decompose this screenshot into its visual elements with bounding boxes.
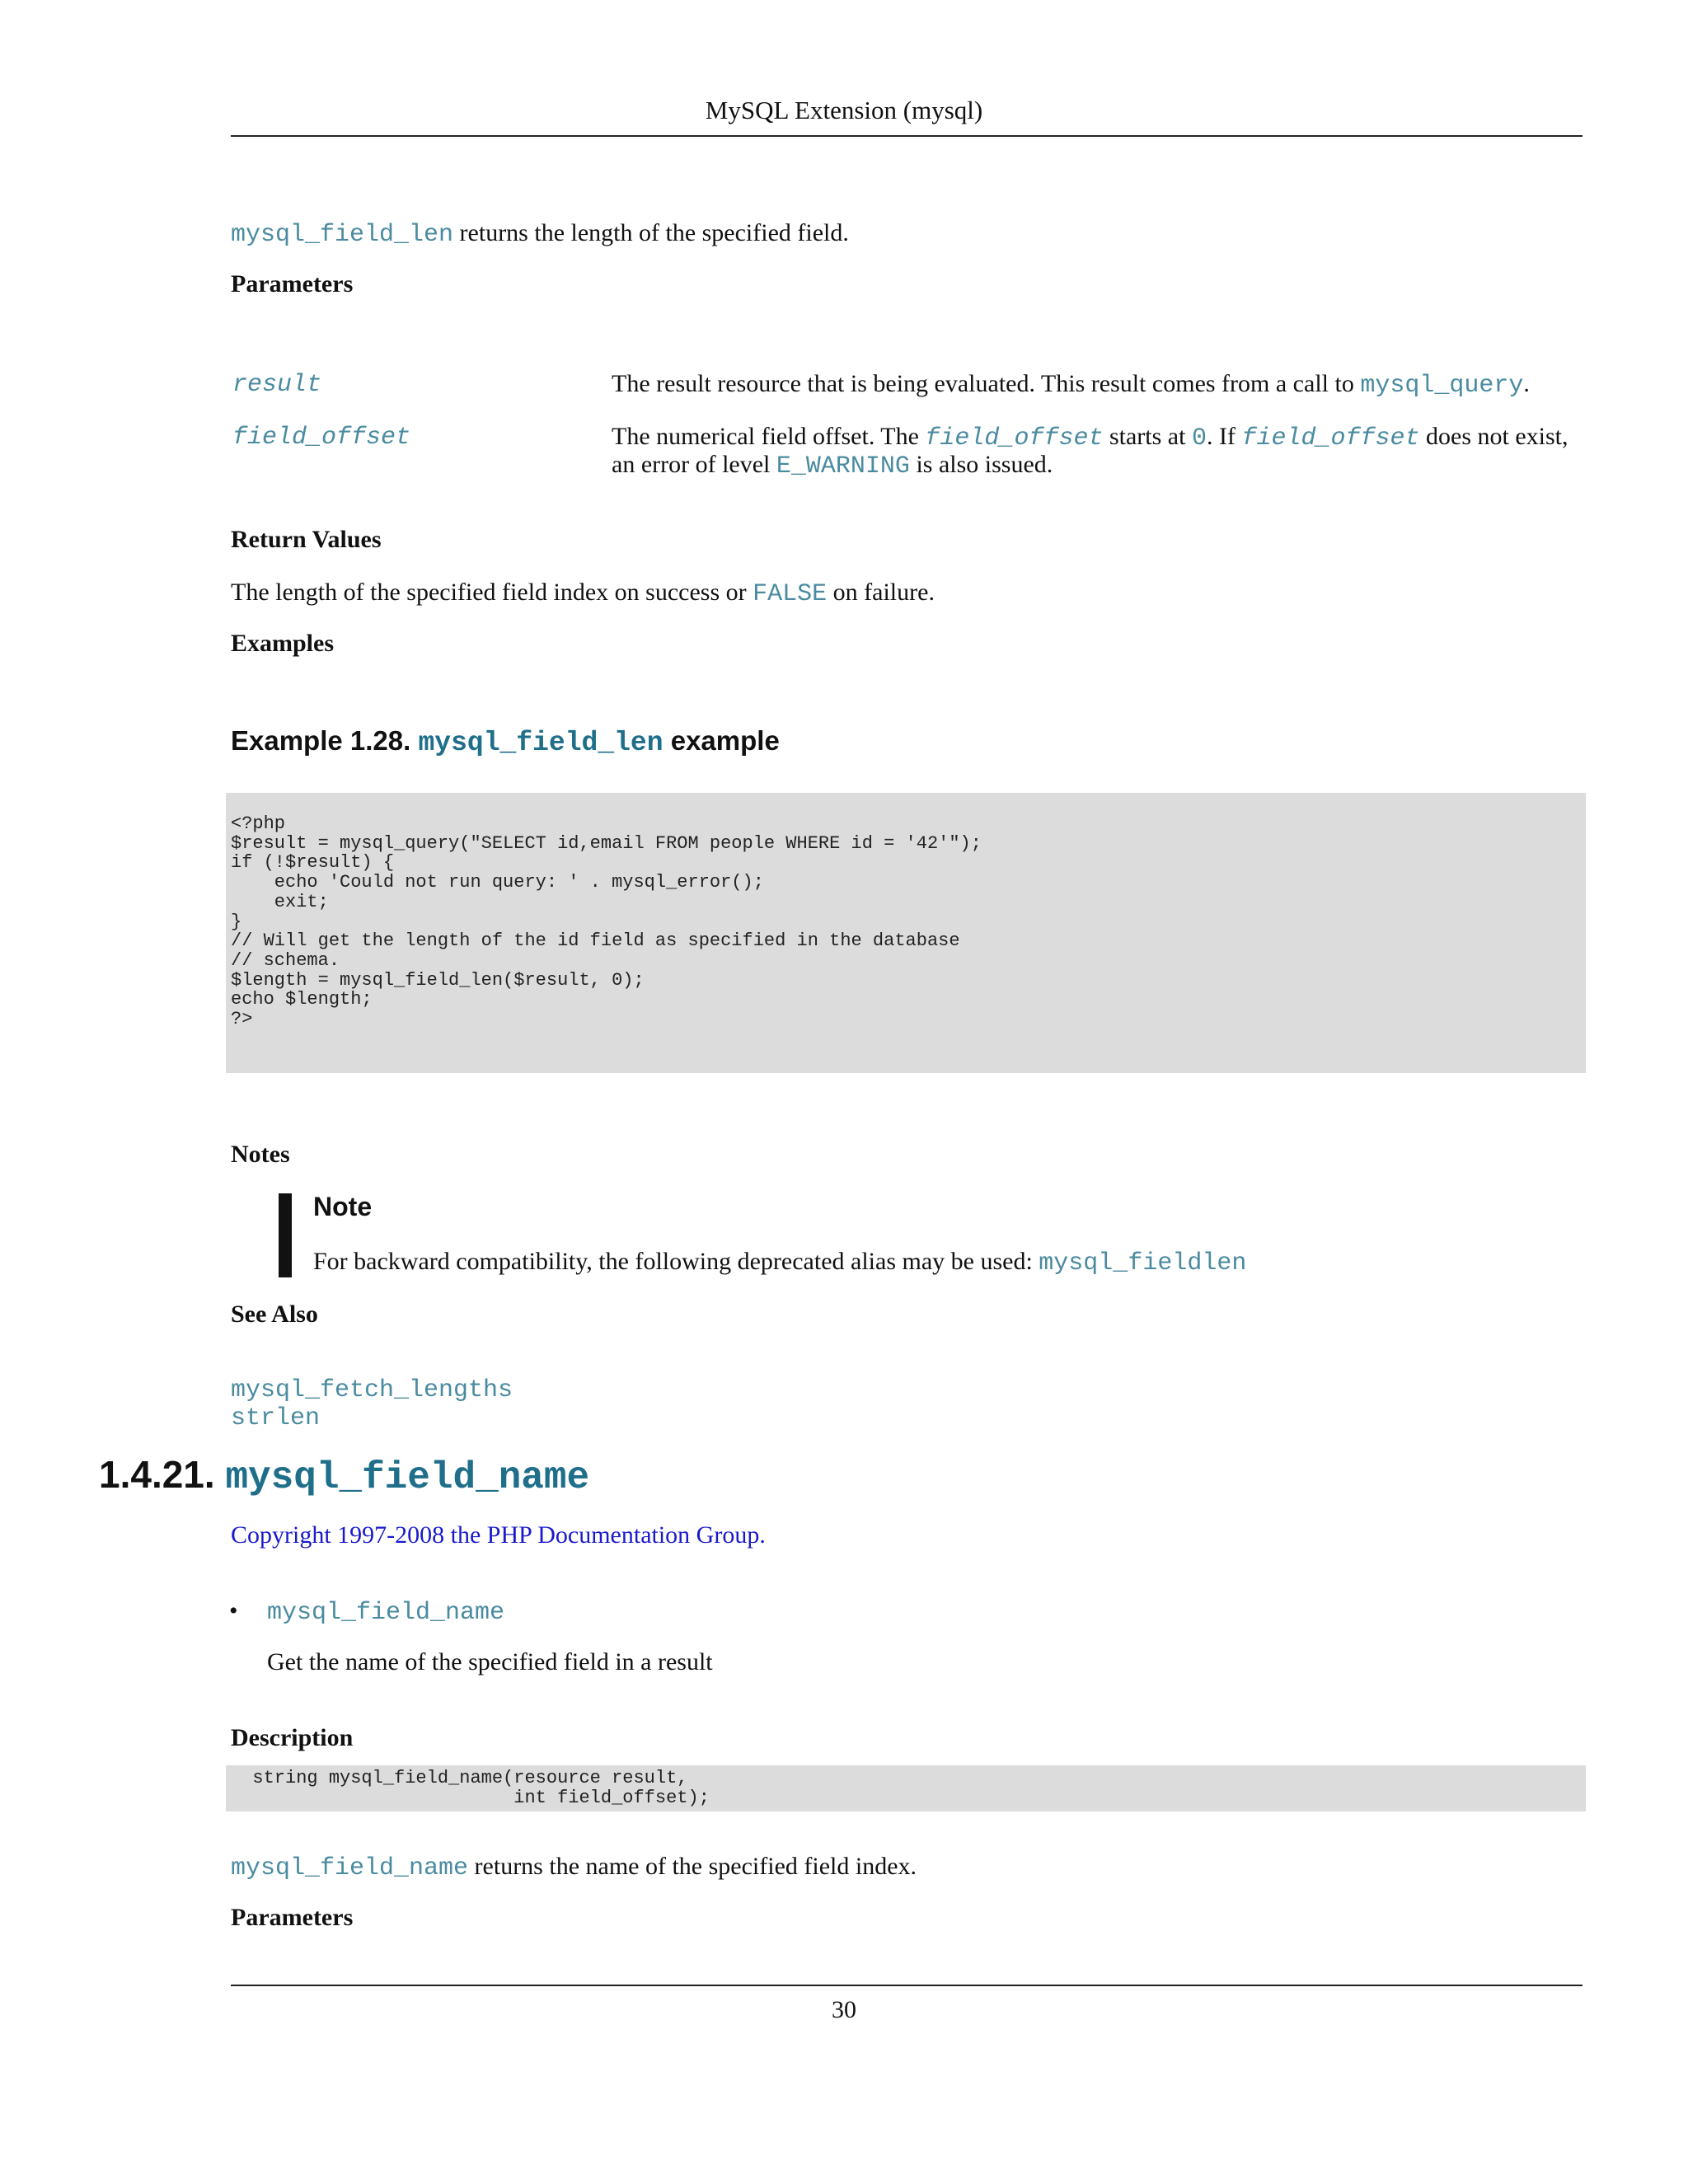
return-values-heading: Return Values	[231, 526, 382, 553]
mysql-query-link[interactable]: mysql_query	[1360, 372, 1524, 400]
example-title: Example 1.28. mysql_field_len example	[231, 725, 780, 758]
examples-heading: Examples	[231, 630, 335, 657]
see-also-heading: See Also	[231, 1301, 318, 1328]
param-offset-name: field_offset	[232, 424, 411, 452]
param-result-name: result	[232, 371, 322, 399]
intro-text: returns the length of the specified field.	[453, 219, 849, 246]
desc-fn-link[interactable]: mysql_field_name	[231, 1854, 469, 1882]
see-also-link-strlen[interactable]: strlen	[231, 1404, 321, 1432]
copyright-link[interactable]: Copyright 1997-2008 the PHP Documentation Group.	[231, 1521, 766, 1549]
notes-heading: Notes	[231, 1141, 290, 1168]
intro-paragraph	[231, 219, 849, 249]
bullet-dot: •	[229, 1597, 238, 1624]
footer-rule	[231, 1985, 1582, 1986]
parameters-heading-2: Parameters	[231, 1904, 354, 1931]
example-code-block: <?php $result = mysql_query("SELECT id,email FROM people WHERE id = '42'"); if (!$result) { echo 'Could not run query: ' . mysql_error(); exit; } // Will get the length of the id field as specified in the database // schema. $length = mysql_field_len($result, 0); echo $length; ?>	[226, 793, 1586, 1073]
e-warning-link[interactable]: E_WARNING	[776, 452, 910, 480]
example-fn-link[interactable]: mysql_field_len	[418, 728, 663, 758]
parameters-heading: Parameters	[231, 270, 354, 298]
header-rule	[231, 135, 1582, 137]
see-also-link-fetch-lengths[interactable]: mysql_fetch_lengths	[231, 1376, 513, 1404]
page-number: 30	[832, 1996, 856, 2023]
bullet-fn-link[interactable]: mysql_field_name	[267, 1599, 505, 1627]
description-paragraph: mysql_field_name returns the name of the specified field index.	[231, 1853, 917, 1882]
bullet-description: Get the name of the specified field in a result	[267, 1648, 713, 1675]
note-admonition-bar	[279, 1193, 292, 1277]
section-title: 1.4.21. mysql_field_name	[99, 1453, 590, 1499]
description-heading: Description	[231, 1724, 354, 1751]
section-fn-link[interactable]: mysql_field_name	[225, 1456, 590, 1499]
mysql-fieldlen-link[interactable]: mysql_fieldlen	[1039, 1249, 1247, 1277]
intro-fn-link[interactable]: mysql_field_len	[231, 221, 454, 249]
param-result-desc: The result resource that is being evaluated. This result comes from a call to mysql_query.	[612, 370, 1530, 400]
note-title: Note	[313, 1192, 373, 1221]
page-header-title: MySQL Extension (mysql)	[705, 96, 983, 124]
note-text: For backward compatibility, the following deprecated alias may be used: mysql_fieldlen	[313, 1248, 1247, 1277]
synopsis-code-block: string mysql_field_name(resource result, int field_offset);	[226, 1765, 1586, 1811]
return-values-text: The length of the specified field index on success or FALSE on failure.	[231, 579, 935, 608]
param-offset-desc: The numerical field offset. The field_offset starts at 0. If field_offset does not exist, an error of level E_WARNING is also issued.	[612, 423, 1568, 480]
false-constant: FALSE	[753, 580, 828, 608]
